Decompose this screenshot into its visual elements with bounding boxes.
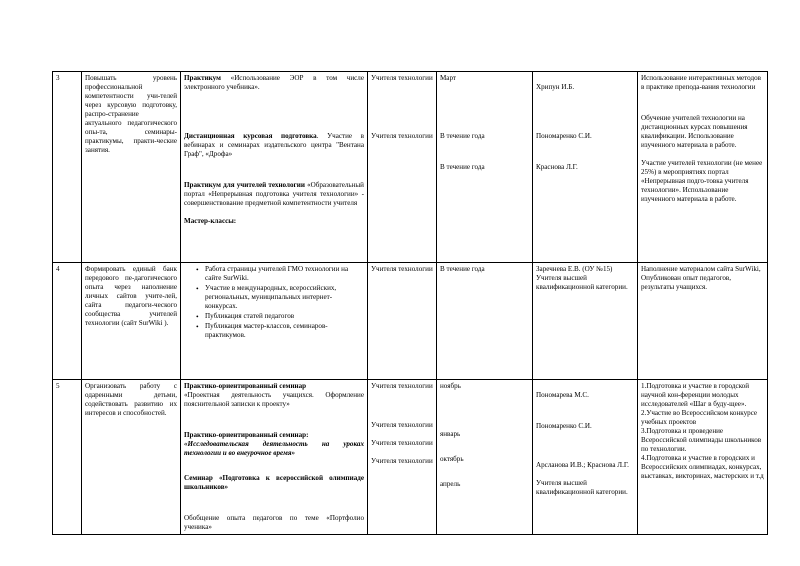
term-item: ноябрь <box>440 382 461 390</box>
responsible-item: Пономарева М.С. <box>536 391 589 399</box>
result-item: 4.Подготовка и участие в городских и Всероссийских олимпиадах, конкурсах, выставках, викторинах, мастерских и т.д <box>641 454 764 480</box>
spacer <box>184 92 364 132</box>
list-item: • Публикация мастер-классов, семинаров-практикумов. <box>196 322 364 340</box>
responsible-item: Хрипун И.Б. <box>536 83 575 91</box>
result-item: Обучение учителей технологии на дистанционных курсах повышения квалификации. Использование изученного материала в работе. <box>641 114 748 149</box>
task-cell <box>82 263 181 380</box>
result-cell <box>638 72 768 263</box>
spacer <box>371 391 433 421</box>
responsible-cell <box>533 380 638 535</box>
list-item: • Участие в международных, всероссийских, региональных, муниципальных интернет-конкурсах. <box>196 284 364 311</box>
row-number: 4 <box>56 265 60 273</box>
task-text: Организовать работу с одаренными детьми, содействовать развитию их интересов и способностей. <box>85 382 177 417</box>
spacer <box>184 492 364 514</box>
spacer <box>536 382 634 391</box>
result-item: 2.Участие во Всероссийском конкурсе учебных проектов <box>641 409 758 426</box>
events-cell <box>181 263 368 380</box>
event-item <box>184 132 364 159</box>
term-item: В течение года <box>440 163 485 171</box>
event-item <box>184 181 364 208</box>
participant-item: Учителя технологии <box>371 132 433 140</box>
spacer <box>641 150 764 159</box>
list-item: • Работа страницы учителей ГМО технологии на сайте SurWiki. <box>196 265 364 283</box>
result-item: Использование интерактивных методов в практике препода-вания технологии <box>641 74 762 91</box>
result-item: Участие учителей технологии (не менее 25%) в мероприятиях портал «Непрерывная подго-товка учителя технологии». Использование изученного материала в работе. <box>641 159 763 203</box>
spacer <box>536 400 634 422</box>
terms-cell <box>437 263 533 380</box>
event-lead: Практикум для учителей технологии <box>184 181 305 189</box>
row-number: 5 <box>56 382 60 390</box>
task-text: Формировать единый банк передового пе-дагогического опыта через наполнение личных сайтов учите-лей, сайта педагоги-ческого сообщества учителей технологии (сайт SurWiki ). <box>85 265 177 327</box>
responsible-cell <box>533 263 638 380</box>
row-number: 3 <box>56 74 60 82</box>
responsible-item: Пономаренко С.И. <box>536 132 592 140</box>
participant-item: Учителя технологии <box>371 421 433 429</box>
event-item <box>184 474 364 492</box>
list-item: • Публикация статей педагогов <box>196 312 364 321</box>
spacer <box>440 141 529 163</box>
event-item <box>184 74 364 92</box>
event-lead: Дистанционная курсовая подготовка <box>184 132 317 140</box>
bullet-list <box>184 265 364 340</box>
event-lead: Практикум <box>184 74 221 82</box>
spacer <box>440 83 529 123</box>
term-item: январь <box>440 430 461 438</box>
row-number-cell <box>53 380 82 535</box>
spacer <box>184 409 364 431</box>
responsible-item: Учителя высшей квалификационной категории. <box>536 274 628 291</box>
result-cell <box>638 380 768 535</box>
plan-table <box>52 71 768 535</box>
event-lead: Практико-ориентированный семинар <box>184 382 307 390</box>
spacer <box>536 431 634 461</box>
result-cell <box>638 263 768 380</box>
result-item: Наполнение материалом сайта SurWiki, <box>641 265 761 273</box>
spacer <box>536 470 634 479</box>
participant-item: Учителя технологии <box>371 457 433 465</box>
spacer <box>440 464 529 480</box>
event-body: Обобщение опыта педагогов по теме «Портфолио ученика» <box>184 514 364 531</box>
participant-item: Учителя технологии <box>371 74 433 82</box>
result-item: 3.Подготовка и проведение Всероссийской олимпиады школьников по технологии. <box>641 427 762 453</box>
responsible-cell <box>533 72 638 263</box>
participants-cell <box>368 263 437 380</box>
events-cell <box>181 380 368 535</box>
spacer <box>184 159 364 181</box>
terms-cell <box>437 380 533 535</box>
spacer <box>536 141 634 163</box>
table-row <box>53 72 768 263</box>
spacer <box>184 458 364 474</box>
event-lead: Практико-ориентированный семинар: <box>184 431 309 439</box>
responsible-item: Заречнева Е.В. (ОУ №15) <box>536 265 613 273</box>
result-item: 1.Подготовка и участие в городской научной кон-ференции молодых исследователей «Шаг в буду-щее». <box>641 382 750 408</box>
responsible-item: Арсланова И.В.; Краснова Л.Г. <box>536 461 629 469</box>
event-lead: Семинар <box>184 474 213 482</box>
task-cell <box>82 72 181 263</box>
table-row <box>53 263 768 380</box>
responsible-item: Учителя высшей квалификационной категории. <box>536 479 628 496</box>
participant-item: Учителя технологии <box>371 265 433 273</box>
spacer <box>440 439 529 455</box>
participant-item: Учителя технологии <box>371 439 433 447</box>
responsible-item: Краснова Л.Г. <box>536 163 578 171</box>
spacer <box>184 208 364 217</box>
terms-cell <box>437 72 533 263</box>
spacer <box>440 391 529 421</box>
term-item: Март <box>440 74 457 82</box>
spacer <box>440 123 529 132</box>
table-row <box>53 380 768 535</box>
events-cell <box>181 72 368 263</box>
event-body: «Исследовательская деятельность на уроках технологии и во внеурочное время» <box>184 440 364 457</box>
spacer <box>536 74 634 83</box>
task-text: Повышать уровень профессиональной компетентности учи-телей через курсовую подготовку, распро-странение актуального педагогического опы-та, семинары-практикумы, практи-ческие занятия. <box>85 74 177 154</box>
row-number-cell <box>53 72 82 263</box>
spacer <box>641 92 764 114</box>
term-item: апрель <box>440 480 461 488</box>
event-body: . Участие в вебинарах и семинарах издательского центра "Вентана Граф", «Дрофа» <box>184 132 365 158</box>
term-item: В течение года <box>440 265 485 273</box>
result-item: Опубликован опыт педагогов, результаты учащихся. <box>641 274 732 291</box>
event-body: «Подготовка к всероссийской олимпиаде школьников» <box>184 474 364 491</box>
responsible-item: Пономаренко С.И. <box>536 422 592 430</box>
task-cell <box>82 380 181 535</box>
term-item: октябрь <box>440 455 464 463</box>
spacer <box>371 430 433 439</box>
term-item: В течение года <box>440 132 485 140</box>
spacer <box>536 92 634 132</box>
row-number-cell <box>53 263 82 380</box>
event-body: «Проектная деятельность учащихся. Оформление пояснительной записки к проекту» <box>184 391 364 408</box>
spacer <box>371 448 433 457</box>
spacer <box>440 421 529 430</box>
participant-item: Учителя технологии <box>371 382 433 390</box>
spacer <box>371 83 433 123</box>
event-body: «Использование ЭОР в том числе электронного учебника». <box>184 74 364 91</box>
participants-cell <box>368 72 437 263</box>
event-body: «Образовательный портал «Непрерывная подготовка учителя технологии» - совершенствование предметной компетентности учителя <box>184 181 364 207</box>
master-classes-label: Мастер-классы: <box>184 217 237 225</box>
spacer <box>371 123 433 132</box>
participants-cell <box>368 380 437 535</box>
